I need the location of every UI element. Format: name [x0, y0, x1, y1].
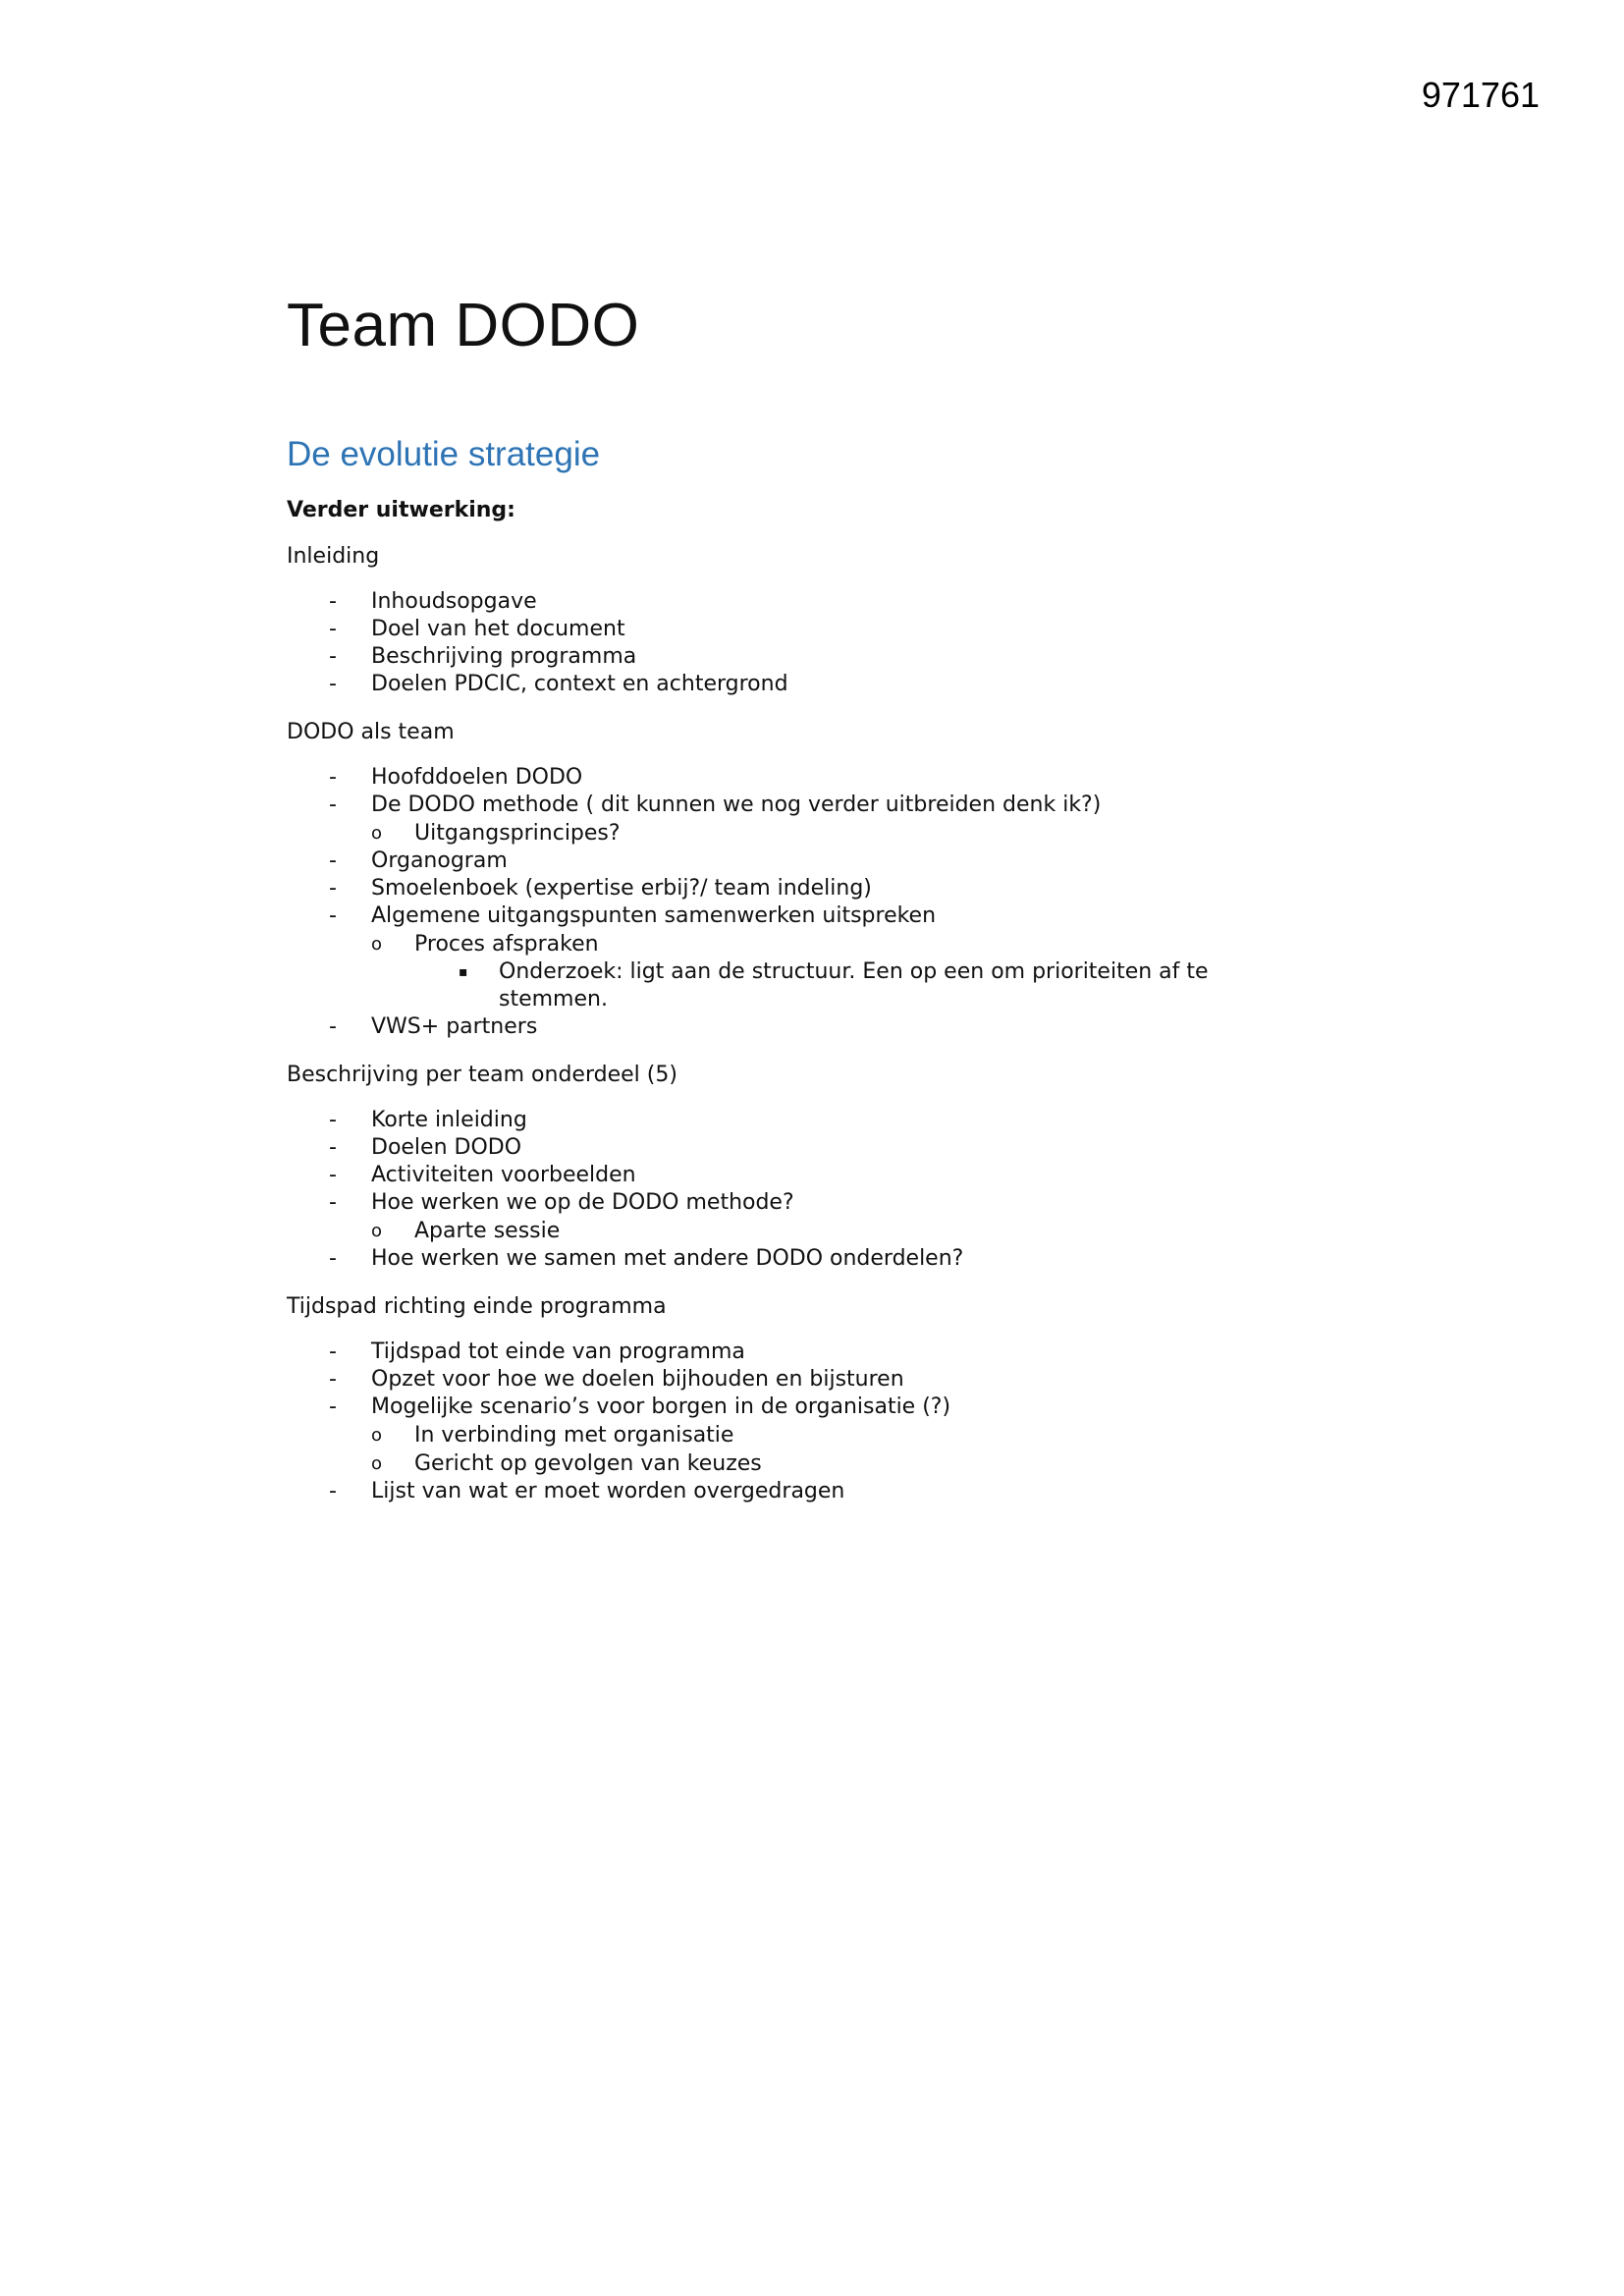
bullet-list-level-2 [329, 819, 1367, 847]
list-item [329, 1339, 1367, 1366]
list-item [329, 1449, 1367, 1478]
bullet-marker: - [329, 903, 337, 928]
bullet-marker: - [329, 644, 337, 669]
bullet-list-level-1 [287, 1107, 1367, 1273]
list-item-text: Aparte sessie [414, 1219, 561, 1243]
bullet-marker: - [329, 1394, 337, 1419]
bullet-marker: - [329, 1163, 337, 1187]
page-title: Team DODO [287, 292, 640, 359]
section-heading: Beschrijving per team onderdeel (5) [287, 1063, 677, 1087]
list-item [329, 588, 1367, 616]
bullet-marker: - [329, 617, 337, 641]
document-number: 971761 [1421, 75, 1540, 115]
section-heading: Tijdspad richting einde programma [287, 1294, 667, 1319]
section-heading: Inleiding [287, 544, 380, 569]
bullet-marker: - [329, 848, 337, 873]
list-item [329, 1421, 1367, 1449]
bullet-marker: - [329, 1339, 337, 1364]
bold-heading: Verder uitwerking: [287, 498, 515, 522]
list-item-text: Hoe werken we op de DODO methode? [371, 1190, 794, 1215]
list-item [329, 1394, 1367, 1421]
bullet-marker: - [329, 1135, 337, 1160]
page-subtitle: De evolutie strategie [287, 435, 601, 473]
list-item-text: Hoe werken we samen met andere DODO onderdelen? [371, 1246, 964, 1271]
list-item [329, 875, 1367, 902]
list-item [329, 1366, 1367, 1394]
list-item-text: Doel van het document [371, 617, 625, 641]
bullet-list-level-2 [329, 1217, 1367, 1245]
list-item-text: Gericht op gevolgen van keuzes [414, 1451, 762, 1476]
bullet-list-level-1 [287, 588, 1367, 698]
list-item-text: Mogelijke scenario’s voor borgen in de organisatie (?) [371, 1394, 951, 1419]
document-body [287, 291, 1367, 1505]
nested-list-wrapper [329, 1421, 1367, 1478]
list-item [329, 958, 1314, 1013]
bullet-marker: ▪ [459, 964, 468, 980]
bullet-marker: - [329, 1246, 337, 1271]
list-item-text: Activiteiten voorbeelden [371, 1163, 636, 1187]
list-item [329, 1478, 1367, 1505]
bullet-marker: o [371, 934, 383, 955]
nested-list-wrapper [329, 958, 1367, 1013]
list-item-text: De DODO methode ( dit kunnen we nog verder uitbreiden denk ik?) [371, 793, 1102, 817]
list-item [329, 616, 1367, 643]
list-item-text: Uitgangsprincipes? [414, 821, 621, 846]
bullet-marker: - [329, 589, 337, 614]
list-item [329, 1217, 1367, 1245]
list-item-text: Algemene uitgangspunten samenwerken uitspreken [371, 903, 937, 928]
list-item-text: Tijdspad tot einde van programma [371, 1339, 745, 1364]
bullet-list-level-1 [287, 764, 1367, 1041]
bullet-marker: o [371, 1453, 383, 1474]
bullet-marker: o [371, 823, 383, 844]
nested-list-wrapper [329, 1217, 1367, 1245]
list-item [329, 1162, 1367, 1189]
list-item-text: Doelen PDCIC, context en achtergrond [371, 672, 788, 696]
list-item [329, 643, 1367, 671]
list-item [329, 671, 1367, 698]
bullet-list-level-3 [329, 958, 1367, 1013]
bullet-marker: - [329, 1479, 337, 1503]
bullet-marker: - [329, 1190, 337, 1215]
outline-sections [287, 544, 1367, 1505]
list-item [329, 1189, 1367, 1217]
list-item-text: Inhoudsopgave [371, 589, 537, 614]
list-item-text: Korte inleiding [371, 1108, 527, 1132]
bullet-marker: o [371, 1425, 383, 1446]
list-item [329, 847, 1367, 875]
list-item [329, 902, 1367, 930]
nested-list-wrapper [329, 930, 1367, 1013]
list-item-text: Lijst van wat er moet worden overgedragen [371, 1479, 845, 1503]
bullet-marker: - [329, 876, 337, 901]
list-item-text: Organogram [371, 848, 508, 873]
list-item-text: VWS+ partners [371, 1014, 538, 1039]
list-item-text: Smoelenboek (expertise erbij?/ team indeling) [371, 876, 872, 901]
list-item [329, 1245, 1367, 1273]
list-item [329, 819, 1367, 847]
list-item [329, 930, 1367, 958]
nested-list-wrapper [329, 819, 1367, 847]
section-heading: DODO als team [287, 720, 455, 744]
bullet-marker: - [329, 765, 337, 790]
list-item [329, 1134, 1367, 1162]
list-item [329, 764, 1367, 792]
list-item-text: Beschrijving programma [371, 644, 637, 669]
list-item [329, 1107, 1367, 1134]
list-item-text: In verbinding met organisatie [414, 1423, 734, 1448]
list-item-text: Onderzoek: ligt aan de structuur. Een op een om prioriteiten af te stemmen. [499, 959, 1209, 1011]
list-item [329, 792, 1367, 819]
bullet-marker: - [329, 1014, 337, 1039]
list-item-text: Proces afspraken [414, 932, 599, 957]
bullet-marker: - [329, 1108, 337, 1132]
bullet-marker: - [329, 672, 337, 696]
bullet-list-level-2 [329, 1421, 1367, 1478]
list-item-text: Opzet voor hoe we doelen bijhouden en bijsturen [371, 1367, 904, 1392]
list-item [329, 1013, 1367, 1041]
list-item-text: Hoofddoelen DODO [371, 765, 583, 790]
bullet-marker: - [329, 1367, 337, 1392]
bullet-list-level-2 [329, 930, 1367, 1013]
bullet-list-level-1 [287, 1339, 1367, 1505]
bullet-marker: - [329, 793, 337, 817]
list-item-text: Doelen DODO [371, 1135, 522, 1160]
bullet-marker: o [371, 1221, 383, 1241]
